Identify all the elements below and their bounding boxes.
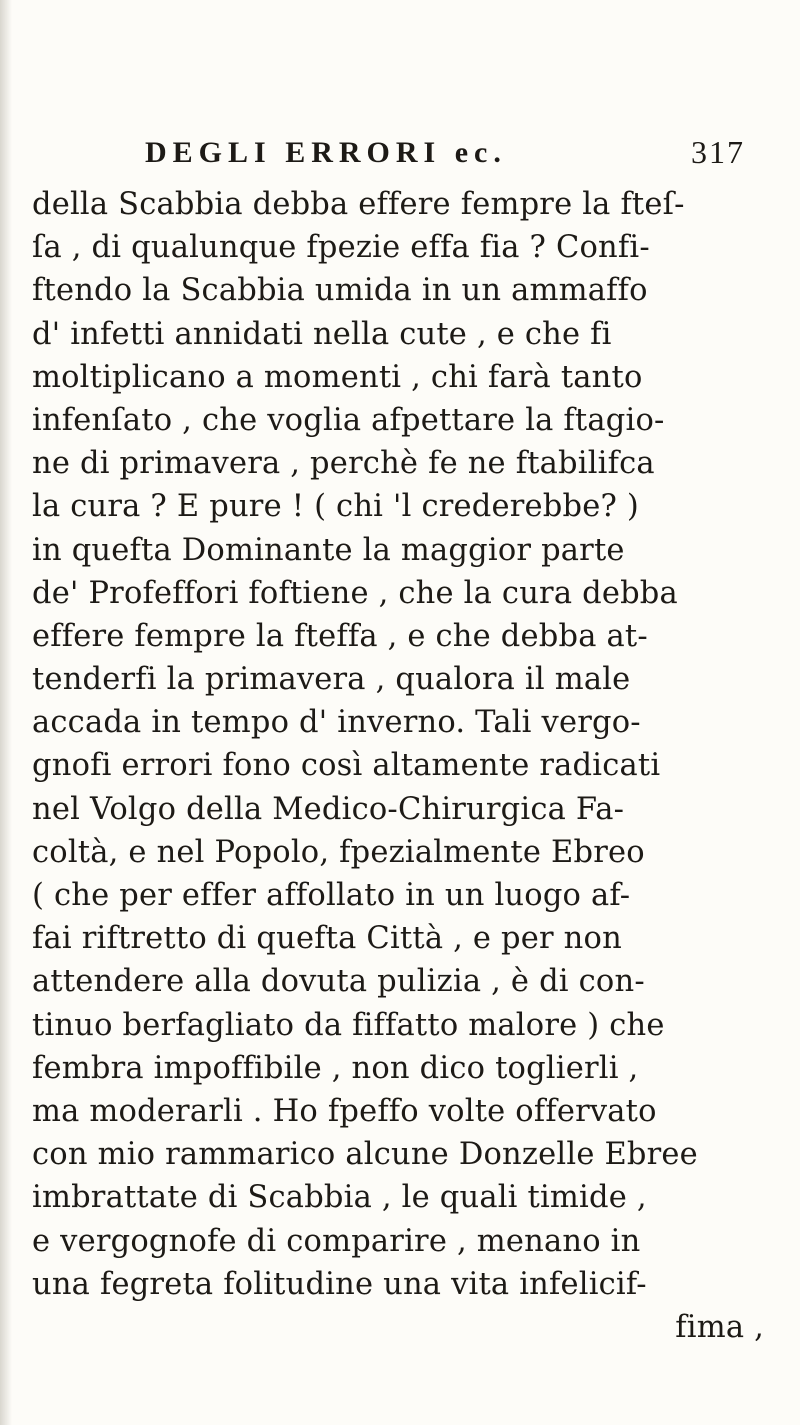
catchword: fima , [675,1309,764,1345]
body-text [22,183,792,1349]
text-line: nel Volgo della Medico-Chirurgica Fa- [32,791,625,827]
text-line: coltà, e nel Popolo, fpezialmente Ebreo [32,834,645,870]
page-header [145,128,745,178]
text-line: effere fempre la fteffa , e che debba at- [32,618,648,654]
text-line: e vergognofe di comparire , menano in [32,1223,641,1259]
text-line: d' infetti annidati nella cute , e che fi [32,316,612,352]
text-line: fai riftretto di quefta Città , e per non [32,921,622,957]
text-line: tenderfi la primavera , qualora il male [32,662,631,698]
text-line: de' Profeffori foftiene , che la cura debba [32,575,678,611]
text-line: accada in tempo d' inverno. Tali vergo- [32,705,641,741]
text-line: tinuo berfagliato da fiffatto malore ) che [32,1007,665,1043]
text-line: con mio rammarico alcune Donzelle Ebree [32,1137,698,1173]
text-line: attendere alla dovuta pulizia , è di con- [32,964,645,1000]
page-left-edge [0,0,12,1425]
text-line: della Scabbia debba effere fempre la fteſ- [32,187,685,222]
text-line: una fegreta folitudine una vita infelicif- [32,1266,647,1302]
text-line: la cura ? E pure ! ( chi 'l crederebbe? ) [32,489,640,525]
text-line: imbrattate di Scabbia , le quali timide , [32,1180,647,1216]
text-line: moltiplicano a momenti , chi farà tanto [32,359,643,395]
text-line: ma moderarli . Ho fpeffo volte offervato [32,1093,657,1129]
text-line: ne di primavera , perchè fe ne ftabilifca [32,446,655,482]
running-head: DEGLI ERRORI ec. [145,136,507,169]
text-line: gnofi errori fono così altamente radicati [32,748,661,784]
text-line: infenſato , che voglia afpettare la ftagio- [32,402,665,438]
text-line: fembra impoffibile , non dico toglierli , [32,1050,639,1086]
text-line: ſa , di qualunque fpezie effa fia ? Confi- [32,230,650,266]
page-number: 317 [691,134,745,170]
text-line: in quefta Dominante la maggior parte [32,532,625,568]
text-line: ftendo la Scabbia umida in un ammaffo [32,273,648,309]
text-line: ( che per effer affollato in un luogo af- [32,878,631,913]
